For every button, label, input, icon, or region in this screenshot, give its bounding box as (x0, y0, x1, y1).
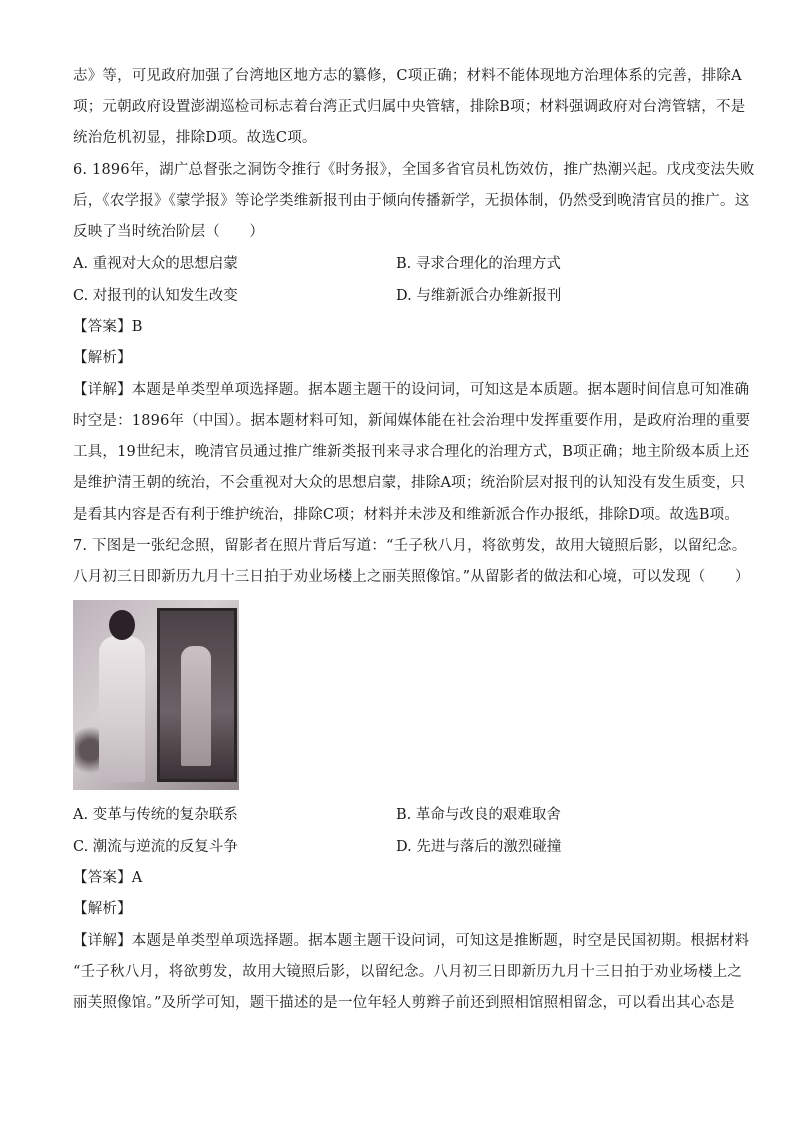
q7-detail-line: 丽芙照像馆。”及所学可知，题干描述的是一位年轻人剪辫子前还到照相馆照相留念，可以看出其心态是 (73, 995, 735, 1011)
q7-detail-line: 【详解】本题是单类型单项选择题。据本题主题干设问词，可知这是推断题，时空是民国初期。根据材料 (73, 933, 750, 949)
text-line: 志》等，可见政府加强了台湾地区地方志的纂修，C项正确；材料不能体现地方治理体系的完善，排除A (73, 68, 742, 84)
question-7-stem: 7. 下图是一张纪念照，留影者在照片背后写道：“壬子秋八月，将欲剪发，故用大镜照后影，以留纪念。 (73, 538, 747, 554)
q7-detail-line: “壬子秋八月，将欲剪发，故用大镜照后影，以留纪念。八月初三日即新历九月十三日拍于劝业场楼上之 (73, 964, 743, 980)
q6-detail-line: 是维护清王朝的统治，不会重视对大众的思想启蒙，排除A项；统治阶层对报刊的认知没有发生质变，只 (73, 475, 746, 491)
q7-option-d: D. 先进与落后的激烈碰撞 (396, 839, 562, 855)
text-line: 统治危机初显，排除D项。故选C项。 (73, 130, 317, 146)
mirror-reflection (181, 646, 211, 766)
q6-option-b: B. 寻求合理化的治理方式 (396, 256, 561, 272)
q6-option-c: C. 对报刊的认知发生改变 (73, 288, 238, 304)
q7-option-b: B. 革命与改良的艰难取舍 (396, 807, 561, 823)
commemorative-photo (73, 600, 239, 790)
q6-option-d: D. 与维新派合办维新报刊 (396, 288, 562, 304)
question-6-stem: 反映了当时统治阶层（ ） (73, 224, 265, 240)
question-6-stem: 后，《农学报》《蒙学报》等论学类维新报刊由于倾向传播新学，无损体制，仍然受到晚清官员的推广。这 (73, 193, 750, 209)
question-7-stem: 八月初三日即新历九月十三日拍于劝业场楼上之丽芙照像馆。”从留影者的做法和心境，可以发现（ ） (73, 569, 750, 585)
question-6-stem: 6. 1896年，湖广总督张之洞饬令推行《时务报》，全国多省官员札饬效仿，推广热潮兴起。戊戌变法失败 (73, 162, 755, 178)
q7-analysis-tag: 【解析】 (73, 901, 132, 917)
q6-detail-line: 时空是：1896年（中国）。据本题材料可知，新闻媒体能在社会治理中发挥重要作用，是政府治理的重要 (73, 413, 751, 429)
q7-answer: 【答案】A (73, 870, 143, 886)
person-head (109, 610, 135, 640)
q6-option-a: A. 重视对大众的思想启蒙 (73, 256, 238, 272)
q6-detail-line: 【详解】本题是单类型单项选择题。据本题主题干的设问词，可知这是本质题。据本题时间信息可知准确 (73, 382, 750, 398)
q6-detail-line: 是看其内容是否有利于维护统治，排除C项；材料并未涉及和维新派合作办报纸，排除D项。故选B项。 (73, 507, 740, 523)
q7-option-a: A. 变革与传统的复杂联系 (73, 807, 238, 823)
q6-answer: 【答案】B (73, 319, 143, 335)
q6-analysis-tag: 【解析】 (73, 350, 132, 366)
text-line: 项；元朝政府设置澎湖巡检司标志着台湾正式归属中央管辖，排除B项；材料强调政府对台湾管辖，不是 (73, 99, 746, 115)
q7-option-c: C. 潮流与逆流的反复斗争 (73, 839, 238, 855)
person-figure (99, 636, 145, 782)
q6-detail-line: 工具，19世纪末，晚清官员通过推广维新类报刊来寻求合理化的治理方式，B项正确；地主阶级本质上还 (73, 444, 750, 460)
